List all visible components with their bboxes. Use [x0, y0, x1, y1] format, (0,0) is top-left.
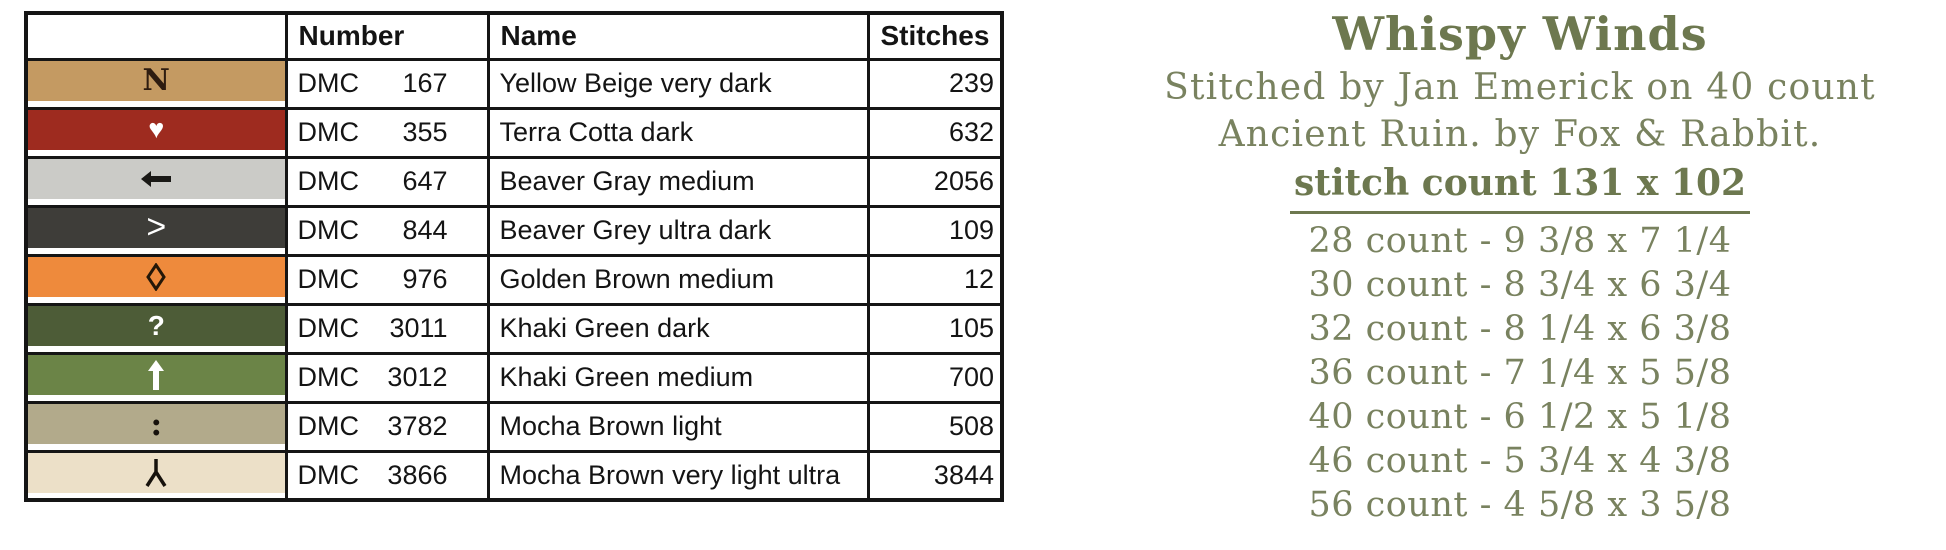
thread-row — [26, 304, 1002, 353]
thread-number: 3866 — [387, 459, 448, 490]
size-line: 56 count - 4 5/8 x 3 5/8 — [1308, 485, 1732, 525]
stitch-count-value: 239 — [868, 59, 1002, 108]
thread-name: Yellow Beige very dark — [488, 59, 868, 108]
pattern-title: Whispy Winds — [1332, 7, 1708, 61]
stitch-count-value: 105 — [868, 304, 1002, 353]
thread-row — [26, 108, 1002, 157]
thread-name: Beaver Gray medium — [488, 157, 868, 206]
stitch-count-value: 3844 — [868, 451, 1002, 500]
colon-icon: : — [150, 404, 163, 443]
thread-name: Beaver Grey ultra dark — [488, 206, 868, 255]
heart-icon: ♥ — [148, 114, 165, 144]
stitch-count-value: 632 — [868, 108, 1002, 157]
thread-number: 3782 — [387, 411, 448, 441]
fabric-line: Ancient Ruin. by Fox & Rabbit. — [1218, 114, 1822, 155]
thread-row — [26, 206, 1002, 255]
thread-row — [26, 59, 1002, 108]
thread-name: Khaki Green medium — [488, 353, 868, 402]
size-line: 46 count - 5 3/4 x 4 3/8 — [1308, 441, 1732, 481]
header-symbol — [26, 13, 286, 59]
brand-label: DMC — [297, 411, 359, 441]
thread-row — [26, 353, 1002, 402]
brand-label: DMC — [297, 362, 359, 392]
thread-number: 3012 — [387, 362, 448, 392]
brand-label: DMC — [297, 264, 359, 294]
letter-n-icon: N — [142, 63, 170, 98]
thread-row — [26, 157, 1002, 206]
size-line: 32 count - 8 1/4 x 6 3/8 — [1308, 309, 1732, 349]
arrow-up-icon — [148, 360, 164, 390]
color-swatch — [28, 110, 285, 150]
color-swatch — [28, 208, 285, 248]
color-swatch — [28, 306, 285, 346]
thread-name: Mocha Brown light — [488, 402, 868, 451]
stitch-count-line — [1140, 158, 1900, 214]
brand-label: DMC — [297, 215, 359, 245]
size-line: 36 count - 7 1/4 x 5 5/8 — [1308, 353, 1732, 393]
size-line: 28 count - 9 3/8 x 7 1/4 — [1308, 221, 1732, 261]
brand-label: DMC — [297, 313, 359, 343]
brand-label: DMC — [297, 166, 359, 196]
thread-name: Khaki Green dark — [488, 304, 868, 353]
thread-number: 647 — [402, 166, 448, 196]
stitch-count-text: stitch count 131 x 102 — [1290, 158, 1750, 214]
size-line: 40 count - 6 1/2 x 5 1/8 — [1308, 397, 1732, 437]
header-number: Number — [286, 13, 488, 59]
diamond-outline-icon — [146, 263, 166, 291]
thread-row — [26, 451, 1002, 500]
size-line: 30 count - 8 3/4 x 6 3/4 — [1308, 265, 1732, 305]
stitched-by-line: Stitched by Jan Emerick on 40 count — [1164, 67, 1876, 108]
thread-number: 976 — [402, 264, 448, 294]
color-swatch — [28, 159, 285, 199]
brand-label: DMC — [297, 117, 359, 147]
turned-y-icon — [143, 457, 169, 489]
stitch-count-value: 700 — [868, 353, 1002, 402]
stitch-count-value: 508 — [868, 402, 1002, 451]
color-swatch — [28, 61, 285, 101]
thread-number: 3011 — [389, 313, 448, 343]
greater-than-icon: > — [146, 208, 167, 246]
header-stitches: Stitches — [868, 13, 1002, 59]
thread-name: Golden Brown medium — [488, 255, 868, 304]
question-mark-icon: ? — [147, 309, 165, 341]
thread-name: Mocha Brown very light ultra — [488, 451, 868, 500]
thread-legend-table — [24, 11, 1004, 502]
color-swatch — [28, 453, 285, 493]
size-list — [1140, 219, 1900, 527]
color-swatch — [28, 257, 285, 297]
pattern-info-block — [1140, 4, 1900, 527]
thread-number: 167 — [402, 68, 448, 98]
thread-number: 355 — [402, 117, 448, 147]
color-swatch — [28, 404, 285, 444]
thread-number: 844 — [402, 215, 448, 245]
thread-row — [26, 255, 1002, 304]
stitch-count-value: 109 — [868, 206, 1002, 255]
arrow-left-icon — [141, 171, 171, 187]
legend-header-row — [26, 13, 1002, 59]
brand-label: DMC — [297, 68, 359, 98]
color-swatch — [28, 355, 285, 395]
thread-row — [26, 402, 1002, 451]
thread-name: Terra Cotta dark — [488, 108, 868, 157]
stitch-count-value: 12 — [868, 255, 1002, 304]
brand-label: DMC — [297, 459, 359, 490]
header-name: Name — [488, 13, 868, 59]
stitch-count-value: 2056 — [868, 157, 1002, 206]
